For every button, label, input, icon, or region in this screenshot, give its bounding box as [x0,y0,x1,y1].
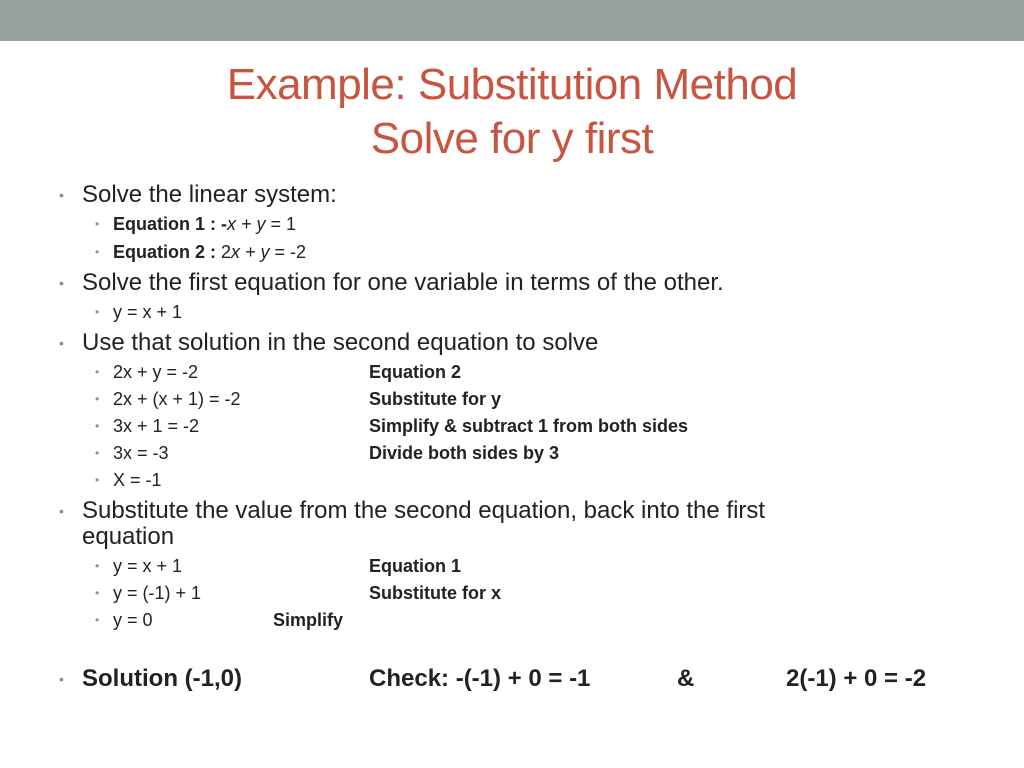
step-note: Simplify & subtract 1 from both sides [369,416,689,436]
bullet-dot: • [59,671,64,687]
bullet-substitute-back-continued [82,524,174,550]
title-line-2: Solve for y first [370,114,654,163]
solution-label: Solution (-1,0) [82,665,242,692]
equation-1-plus: + [236,214,257,234]
step-expression: 3x = -3 [113,443,169,463]
bullet-text: Solve the first equation for one variable in terms of the other. [82,269,724,296]
bullet-text: Use that solution in the second equation to solve [82,329,599,356]
equation-1-x: x [227,214,236,234]
step-row [95,442,169,464]
step-note: Substitute for y [369,389,502,409]
step-row [95,609,153,631]
bullet-substitute-back [59,497,766,524]
bullet-dot: • [95,419,100,433]
bullet-dot: • [95,586,100,600]
step-expression: y = x + 1 [113,556,183,576]
bullet-dot: • [59,187,64,203]
sub-bullet-text: y = x + 1 [113,302,183,322]
bullet-dot: • [59,275,64,291]
bullet-dot: • [95,613,100,627]
bullet-dot: • [95,245,100,259]
equation-1-label: Equation 1 : - [113,214,227,234]
bullet-use-solution [59,329,599,356]
equation-2-y: y [260,242,270,262]
equation-2-x: x [231,242,241,262]
bullet-solve-system [59,181,337,208]
equation-2-rest: = -2 [269,242,307,262]
equation-2-coef: 2 [216,242,232,262]
bullet-dot: • [95,446,100,460]
step-note: Equation 1 [369,556,462,576]
bullet-text: equation [82,523,175,550]
step-note: Divide both sides by 3 [369,443,560,463]
step-expression: 2x + y = -2 [113,362,199,382]
step-expression: 3x + 1 = -2 [113,416,200,436]
bullet-text: Substitute the value from the second equation, back into the first [82,497,766,524]
step-note: Equation 2 [369,362,462,382]
step-note: Substitute for x [369,583,502,603]
bullet-dot: • [95,559,100,573]
step-expression: y = (-1) + 1 [113,583,202,603]
bullet-solve-first-equation [59,269,724,296]
bullet-dot: • [95,305,100,319]
bullet-dot: • [95,392,100,406]
step-row [95,361,199,383]
step-row [95,582,202,604]
step-expression: 2x + (x + 1) = -2 [113,389,241,409]
equation-1-rest: = 1 [265,214,297,234]
bullet-text: Solve the linear system: [82,181,337,208]
solution-row [59,665,242,692]
bullet-dot: • [95,365,100,379]
check-2: 2(-1) + 0 = -2 [786,665,927,692]
equation-1-y: y [256,214,266,234]
bullet-dot: • [95,217,100,231]
equation-2-label: Equation 2 : [113,242,216,262]
step-row [95,415,200,437]
step-row [95,388,241,410]
step-row [95,555,183,577]
title-line-1: Example: Substitution Method [226,60,798,109]
bullet-dot: • [59,335,64,351]
bullet-dot: • [95,473,100,487]
bullet-dot: • [59,503,64,519]
check-1: Check: -(-1) + 0 = -1 [369,665,591,692]
equation-2-plus: + [240,242,261,262]
step-row [95,469,162,491]
sub-bullet-equation-2 [95,241,307,263]
step-note: Simplify [273,610,344,630]
step-expression: y = 0 [113,610,153,630]
step-expression: X = -1 [113,470,162,490]
ampersand: & [677,665,695,692]
sub-bullet-equation-1 [95,213,297,235]
sub-bullet-y-equals [95,301,183,323]
